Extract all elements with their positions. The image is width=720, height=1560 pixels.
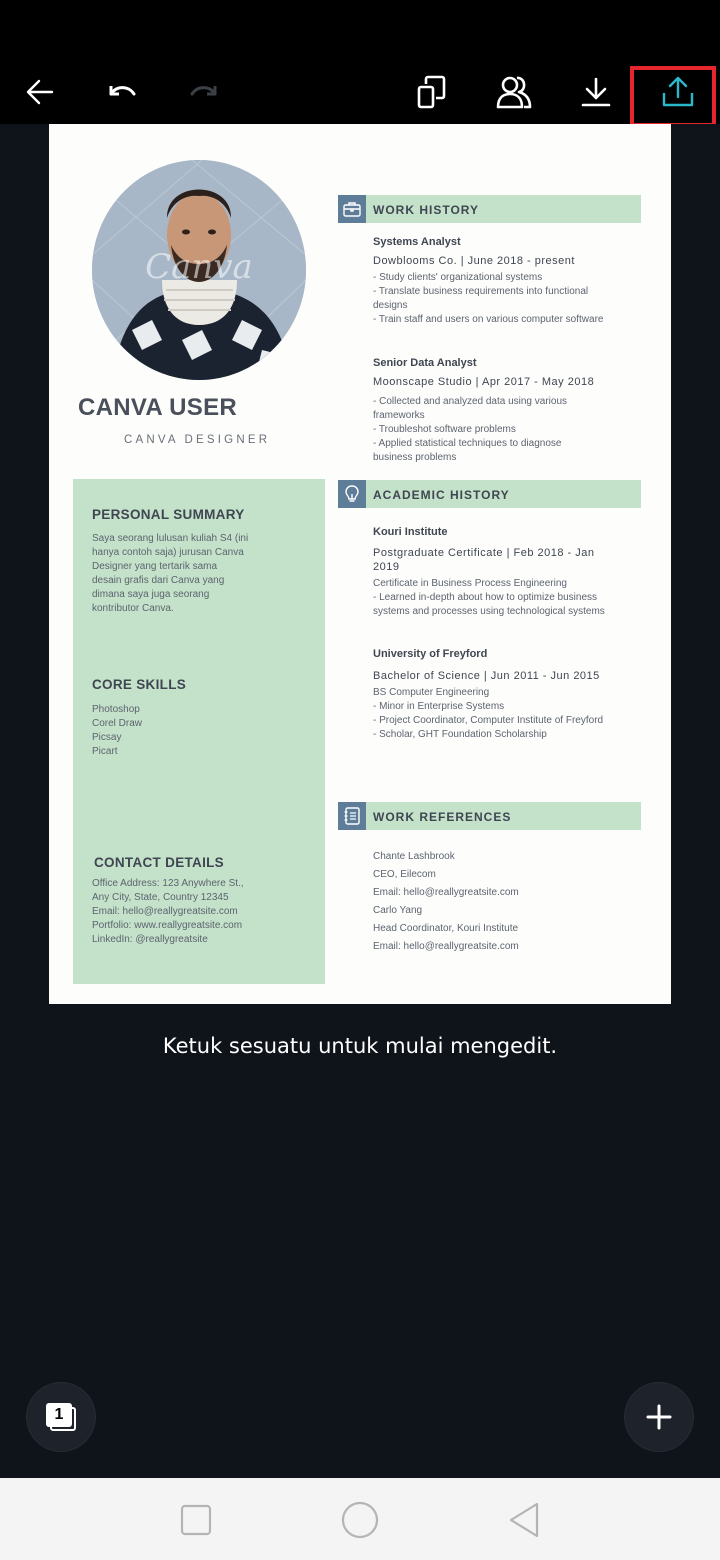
page-count-label: 1 — [46, 1403, 72, 1427]
recents-button[interactable] — [174, 1498, 218, 1542]
square-icon — [180, 1504, 212, 1536]
duplicate-page-button[interactable] — [400, 60, 464, 124]
lightbulb-icon — [338, 480, 366, 508]
personal-summary-text[interactable]: Saya seorang lulusan kuliah S4 (ini hanya contoh saja) jurusan Canva Designer yang tertarik sama desain grafis dari Canva yang dimana saya juga seorang kontributor Canva. — [92, 533, 249, 614]
status-bar — [0, 0, 720, 60]
editor-toolbar — [0, 60, 720, 124]
redo-icon — [188, 80, 220, 104]
contact-details-title[interactable]: CONTACT DETAILS — [94, 855, 224, 870]
home-button[interactable] — [338, 1498, 382, 1542]
work-references-list[interactable]: Chante Lashbrook CEO, Eilecom Email: hello@reallygreatsite.com Carlo Yang Head Coordinator, Kouri Institute Email: hello@reallygreatsite.com — [373, 851, 519, 952]
undo-icon — [106, 80, 138, 104]
core-skills-title[interactable]: CORE SKILLS — [92, 677, 187, 692]
skill-item: Picart — [92, 746, 118, 757]
pages-button[interactable] — [27, 1383, 95, 1451]
share-people-button[interactable] — [482, 60, 546, 124]
skill-item: Picsay — [92, 732, 122, 743]
back-button[interactable] — [8, 60, 72, 124]
academic-entry-1[interactable]: Kouri Institute Postgraduate Certificate | Feb 2018 - Jan 2019 Certificate in Business Process Engineering - Learned in-depth about how to optimize business systems and processes using technological systems — [373, 526, 605, 617]
work-entry-1[interactable]: Systems Analyst Dowblooms Co. | June 2018 - present - Study clients' organizational systems - Translate business requirements into functional designs - Train staff and users on various computer software — [373, 236, 604, 325]
core-skills-list[interactable] — [92, 703, 142, 759]
resume-role[interactable]: CANVA DESIGNER — [124, 434, 271, 446]
resume-name[interactable]: CANVA USER — [78, 394, 238, 421]
export-button[interactable] — [646, 60, 710, 124]
profile-photo[interactable] — [92, 160, 306, 380]
resume-page[interactable] — [49, 124, 671, 1004]
back-arrow-icon — [25, 77, 55, 107]
system-back-button[interactable] — [502, 1498, 546, 1542]
work-history-header[interactable]: WORK HISTORY — [338, 195, 641, 223]
undo-button[interactable] — [90, 60, 154, 124]
skill-item: Corel Draw — [92, 718, 143, 729]
system-navigation-bar — [0, 1478, 720, 1560]
share-people-icon — [495, 74, 533, 110]
export-upload-icon — [661, 75, 695, 109]
left-info-panel[interactable] — [73, 479, 325, 984]
skill-item: Photoshop — [92, 704, 140, 715]
work-references-header[interactable]: WORK REFERENCES — [338, 802, 641, 830]
academic-entry-2[interactable]: University of Freyford Bachelor of Science | Jun 2011 - Jun 2015 BS Computer Engineering - Minor in Enterprise Systems - Project Coordinator, Computer Institute of Freyford - Scholar, GHT Foundation Scholarship — [373, 648, 604, 740]
download-icon — [580, 76, 612, 108]
download-button[interactable] — [564, 60, 628, 124]
academic-history-header[interactable]: ACADEMIC HISTORY — [338, 480, 641, 508]
triangle-back-icon — [507, 1502, 541, 1538]
watermark-text: Canva — [145, 247, 253, 287]
personal-summary-title[interactable]: PERSONAL SUMMARY — [92, 507, 245, 522]
edit-hint-text: Ketuk sesuatu untuk mulai mengedit. — [162, 1034, 558, 1058]
redo-button[interactable] — [172, 60, 236, 124]
pages-icon — [46, 1403, 76, 1431]
circle-icon — [341, 1501, 379, 1539]
duplicate-page-icon — [416, 74, 448, 110]
plus-icon — [646, 1404, 672, 1430]
contact-book-icon — [338, 802, 366, 830]
work-entry-2[interactable]: Senior Data Analyst Moonscape Studio | Apr 2017 - May 2018 - Collected and analyzed data using various frameworks - Troubleshot software problems - Applied statistical techniques to diagnose business problems — [373, 357, 595, 463]
contact-details-text[interactable]: Office Address: 123 Anywhere St., Any City, State, Country 12345 Email: hello@reallygreatsite.com Portfolio: www.reallygreatsite.com LinkedIn: @reallygreatsite — [92, 878, 244, 945]
add-element-button[interactable] — [625, 1383, 693, 1451]
briefcase-icon — [338, 195, 366, 223]
